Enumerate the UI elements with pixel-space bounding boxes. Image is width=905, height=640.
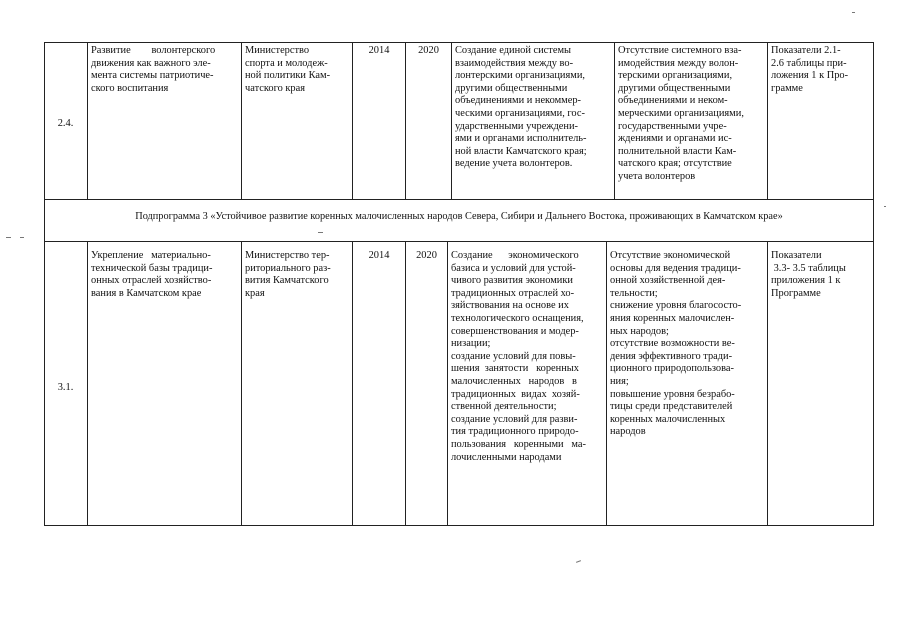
- text-line: ведение учета волонтеров.: [455, 158, 573, 170]
- text-line: Создание единой системы: [455, 45, 572, 56]
- end-year: 2020: [418, 45, 439, 56]
- text-line: вания в Камчатском крае: [91, 287, 202, 299]
- text-line: Показатели 2.1-: [771, 45, 841, 56]
- executor-cell: [242, 250, 352, 300]
- result-cell: [448, 250, 606, 464]
- text-line: имодействия между волон-: [618, 57, 739, 69]
- end-year: 2020: [416, 250, 437, 261]
- text-line: базиса и условий для устой-: [451, 262, 576, 274]
- row-number: 3.1.: [57, 382, 74, 394]
- text-line: ями и органами исполнитель-: [455, 133, 587, 145]
- text-line: ной политики Кам-: [245, 70, 331, 82]
- text-line: создание условий для повы-: [451, 350, 576, 362]
- text-line: основы для ведения традици-: [610, 262, 741, 274]
- text-line: малочисленных народов в: [451, 375, 577, 387]
- scan-speck: [20, 237, 24, 238]
- text-line: чатского края; отсутствие: [618, 158, 732, 170]
- executor-cell: [242, 45, 352, 95]
- text-line: движения как важного эле-: [91, 57, 211, 69]
- text-line: ждениями и органами ис-: [618, 133, 732, 145]
- indicators-cell: [768, 250, 874, 300]
- text-line: грамме: [771, 82, 803, 94]
- text-line: ной власти Камчатского края;: [455, 145, 587, 157]
- text-line: Отсутствие системного вза-: [618, 45, 742, 56]
- text-line: Создание экономического: [451, 250, 579, 261]
- column-separator: [352, 241, 353, 526]
- text-line: тицы среди представителей: [610, 401, 733, 413]
- scan-speck: [884, 206, 886, 207]
- text-line: ственной деятельности;: [451, 401, 557, 413]
- consequences-cell: [615, 45, 767, 184]
- text-line: онных отраслей хозяйство-: [91, 275, 212, 287]
- result-cell: [452, 45, 614, 171]
- text-line: дения эффективного тради-: [610, 350, 733, 362]
- scan-speck: [576, 560, 581, 563]
- text-line: терскими организациями,: [618, 70, 733, 82]
- text-line: создание условий для разви-: [451, 413, 578, 425]
- text-line: объединениями и некоммер-: [455, 95, 581, 107]
- text-line: мента системы патриотиче-: [91, 70, 214, 82]
- start-year: 2014: [368, 45, 390, 56]
- text-line: коренных малочисленных: [610, 413, 726, 425]
- text-line: Показатели: [771, 250, 822, 261]
- column-separator: [405, 42, 406, 199]
- scan-speck: [318, 232, 323, 233]
- text-line: Укрепление материально-: [91, 250, 211, 261]
- text-line: мерческими организациями,: [618, 107, 744, 119]
- start-year: 2014: [368, 250, 390, 261]
- text-line: онной хозяйственной дея-: [610, 275, 726, 287]
- measure-cell: [88, 250, 241, 300]
- text-line: чатского края: [245, 82, 305, 94]
- scan-speck: [6, 237, 11, 238]
- text-line: края: [245, 287, 265, 299]
- text-line: чивого развития экономики: [451, 275, 573, 287]
- text-line: ударственными учреждени-: [455, 120, 578, 132]
- text-line: лочисленными народами: [451, 451, 562, 463]
- text-line: лонтерскими организациями,: [455, 70, 585, 82]
- text-line: совершенствования и модер-: [451, 325, 579, 337]
- text-line: тельности;: [610, 287, 658, 299]
- text-line: пользования коренными ма-: [451, 438, 586, 450]
- text-line: взаимодействия между во-: [455, 57, 574, 69]
- row-separator: [44, 241, 874, 242]
- text-line: технологического оснащения,: [451, 312, 584, 324]
- text-line: традиционных видах хозяй-: [451, 388, 580, 400]
- text-line: ского воспитания: [91, 82, 169, 94]
- text-line: ционного природопользова-: [610, 363, 734, 375]
- text-line: снижение уровня благососто-: [610, 300, 742, 312]
- scan-speck: [852, 12, 855, 13]
- text-line: 2.6 таблицы при-: [771, 57, 847, 69]
- text-line: отсутствие возможности ве-: [610, 338, 735, 350]
- text-line: народов: [610, 426, 646, 438]
- column-separator: [352, 42, 353, 199]
- column-separator: [405, 241, 406, 526]
- text-line: другими общественными: [455, 82, 568, 94]
- text-line: Отсутствие экономической: [610, 250, 731, 261]
- text-line: вития Камчатского: [245, 275, 329, 287]
- text-line: приложения 1 к: [771, 275, 841, 287]
- text-line: учета волонтеров: [618, 170, 696, 182]
- subprogram-heading: Подпрограмма 3 «Устойчивое развитие коренных малочисленных народов Севера, Сибири и Дальнего Востока, проживающих в Камчатском крае»: [135, 211, 783, 223]
- row-number: 2.4.: [57, 118, 74, 130]
- text-line: технической базы традици-: [91, 262, 213, 274]
- text-line: Программе: [771, 287, 821, 299]
- text-line: Министерство тер-: [245, 250, 330, 261]
- text-line: традиционных отраслей хо-: [451, 287, 575, 299]
- text-line: шения занятости коренных: [451, 363, 579, 375]
- text-line: ческими организациями, гос-: [455, 107, 585, 119]
- text-line: тия традиционного природо-: [451, 426, 579, 438]
- text-line: яния коренных малочислен-: [610, 312, 735, 324]
- text-line: ных народов;: [610, 325, 669, 337]
- consequences-cell: [607, 250, 767, 439]
- text-line: низации;: [451, 338, 491, 350]
- indicators-cell: [768, 45, 874, 95]
- text-line: ложения 1 к Про-: [771, 70, 849, 82]
- text-line: полнительной власти Кам-: [618, 145, 737, 157]
- text-line: зяйствования на основе их: [451, 300, 569, 312]
- text-line: 3.3- 3.5 таблицы: [771, 262, 846, 274]
- text-line: объединениями и неком-: [618, 95, 728, 107]
- text-line: ния;: [610, 375, 629, 387]
- text-line: Развитие волонтерского: [91, 45, 216, 56]
- text-line: спорта и молодеж-: [245, 57, 328, 69]
- text-line: другими общественными: [618, 82, 731, 94]
- text-line: Министерство: [245, 45, 310, 56]
- text-line: повышение уровня безрабо-: [610, 388, 735, 400]
- measure-cell: [88, 45, 241, 95]
- text-line: государственными учре-: [618, 120, 727, 132]
- text-line: риториального раз-: [245, 262, 331, 274]
